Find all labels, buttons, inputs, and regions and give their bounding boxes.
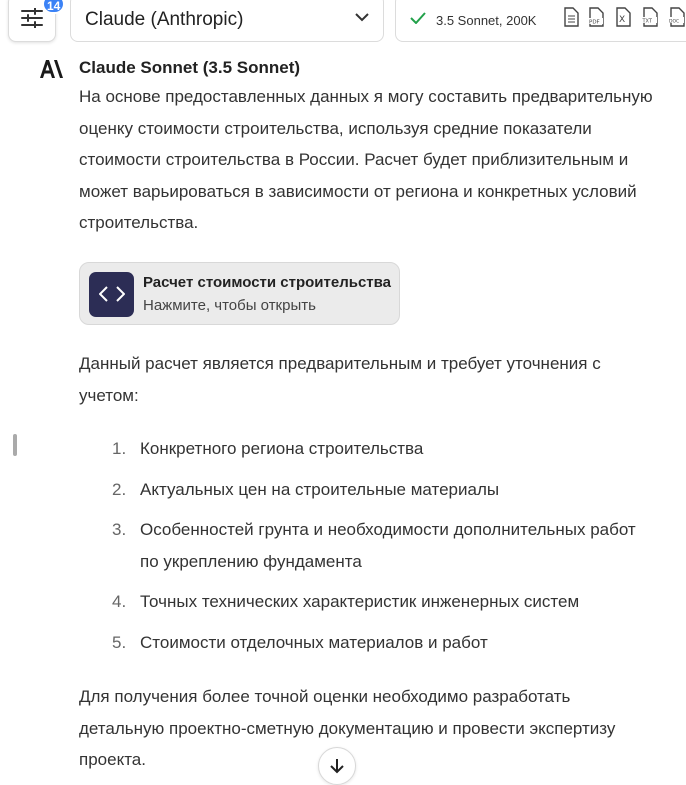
- check-icon: [410, 12, 426, 24]
- scroll-down-button[interactable]: [318, 747, 356, 785]
- list-number: 1.: [112, 439, 127, 458]
- list-number: 4.: [112, 592, 127, 611]
- list-text: Актуальных цен на строительные материалы: [140, 480, 500, 499]
- txt-icon[interactable]: [641, 7, 659, 27]
- anthropic-logo-icon: [40, 60, 64, 78]
- artifact-title: Расчет стоимости строительства: [143, 274, 392, 291]
- model-selector-label: Claude (Anthropic): [85, 9, 244, 30]
- message-intro: На основе предоставленных данных я могу составить предварительную оценку стоимости строительства, используя средние показатели стоимости строительства в России. Расчет будет приблизительным и может варьироваться в зависимости от региона и конкретных условий строительства.: [79, 87, 653, 232]
- list-text: Точных технических характеристик инженерных систем: [140, 592, 580, 611]
- docx-icon[interactable]: [668, 7, 686, 27]
- pdf-icon[interactable]: [587, 7, 605, 27]
- svg-text:TXT: TXT: [642, 18, 652, 25]
- message-middle: Данный расчет является предварительным и требует уточнения с учетом:: [79, 354, 601, 405]
- model-info-box: [395, 0, 686, 42]
- artifact-subtitle: Нажмите, чтобы открыть: [143, 297, 316, 314]
- list-text: Стоимости отделочных материалов и работ: [140, 633, 488, 652]
- list-number: 3.: [112, 520, 127, 539]
- message-sender: Claude Sonnet (3.5 Sonnet): [79, 58, 301, 77]
- sliders-icon: [21, 8, 43, 28]
- svg-text:X: X: [619, 15, 626, 25]
- top-toolbar: [0, 0, 686, 50]
- excel-icon[interactable]: [614, 7, 632, 27]
- code-icon: [89, 272, 134, 317]
- document-icon[interactable]: [562, 7, 580, 27]
- list-number: 2.: [112, 480, 127, 499]
- model-selector[interactable]: [70, 0, 384, 42]
- svg-text:PDF: PDF: [589, 19, 600, 26]
- list-text: Особенностей грунта и необходимости дополнительных работ по укреплению фундамента: [140, 520, 636, 571]
- list-number: 5.: [112, 633, 127, 652]
- list-text: Конкретного региона строительства: [140, 439, 424, 458]
- arrow-down-icon: [329, 758, 345, 774]
- artifact-card[interactable]: [79, 262, 400, 325]
- svg-text:DOC: DOC: [669, 19, 680, 25]
- message-conclusion: Для получения более точной оценки необходимо разработать детальную проектно-сметную документацию и провести экспертизу проекта.: [79, 687, 616, 769]
- scroll-marker[interactable]: [13, 434, 17, 456]
- chevron-down-icon: [355, 13, 369, 22]
- notification-badge: 14: [42, 0, 65, 14]
- model-info-text: 3.5 Sonnet, 200K: [436, 13, 537, 28]
